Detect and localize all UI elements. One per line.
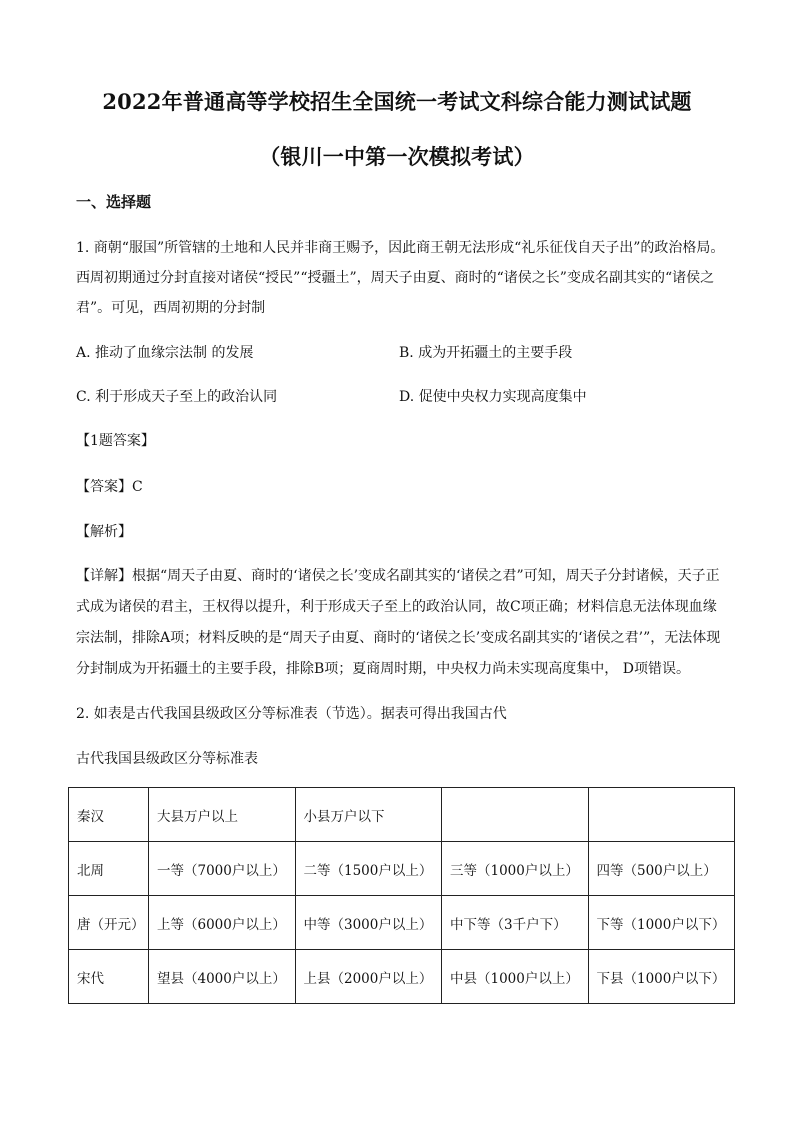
q1-analysis-tag: 【解析】 xyxy=(76,524,132,540)
table-cell: 三等（1000户以上） xyxy=(442,842,589,896)
table-cell: 小县万户以下 xyxy=(295,788,442,842)
table-caption: 古代我国县级政区分等标准表 xyxy=(76,751,258,767)
table-cell: 下等（1000户以下） xyxy=(588,896,735,950)
document-subtitle: （银川一中第一次模拟考试） xyxy=(259,144,535,169)
q1-option-c: C. 利于形成天子至上的政治认同 xyxy=(76,389,278,405)
table-cell: 北周 xyxy=(69,842,149,896)
county-grade-table xyxy=(68,787,735,1004)
q1-detail-line-3: 宗法制，排除A项；材料反映的是“周天子由夏、商时的‘诸侯之长’变成名副其实的‘诸侯之君’”，无法体现 xyxy=(76,630,721,646)
q1-stem-line-2: 西周初期通过分封直接对诸侯“授民”“授疆土”，周天子由夏、商时的“诸侯之长”变成名副其实的“诸侯之 xyxy=(76,270,715,286)
table-cell: 一等（7000户以上） xyxy=(149,842,296,896)
document-title: 2022年普通高等学校招生全国统一考试文科综合能力测试试题 xyxy=(102,89,692,114)
table-cell: 宋代 xyxy=(69,950,149,1004)
q1-detail-line-1: 【详解】根据“周天子由夏、商时的‘诸侯之长’变成名副其实的‘诸侯之君”可知，周天子分封诸候，天子正 xyxy=(76,568,720,584)
table-cell: 中县（1000户以上） xyxy=(442,950,589,1004)
table-row xyxy=(69,950,735,1004)
table-cell xyxy=(442,788,589,842)
table-cell: 上县（2000户以上） xyxy=(295,950,442,1004)
q1-detail-line-4: 分封制成为开拓疆土的主要手段，排除B项；夏商周时期，中央权力尚未实现高度集中， D项错误。 xyxy=(76,661,690,677)
answer-value: C xyxy=(132,479,143,495)
table-cell: 中下等（3千户下） xyxy=(442,896,589,950)
q1-stem-line-3: 君”。可见，西周初期的分封制 xyxy=(76,300,266,316)
table-cell: 唐（开元） xyxy=(69,896,149,950)
q1-stem-line-1: 1. 商朝“服国”所管辖的土地和人民并非商王赐予，因此商王朝无法形成“礼乐征伐自天子出”的政治格局。 xyxy=(76,240,725,256)
table-row xyxy=(69,842,735,896)
table-cell xyxy=(588,788,735,842)
table-cell: 上等（6000户以上） xyxy=(149,896,296,950)
table-cell: 望县（4000户以上） xyxy=(149,950,296,1004)
q1-detail-line-2: 式成为诸侯的君主，王权得以提升，利于形成天子至上的政治认同，故C项正确；材料信息无法体现血缘 xyxy=(76,599,717,615)
table-cell: 四等（500户以上） xyxy=(588,842,735,896)
q1-option-b: B. 成为开拓疆土的主要手段 xyxy=(399,345,573,361)
answer-label: 【答案】 xyxy=(76,479,132,495)
q1-answer-tag: 【1题答案】 xyxy=(76,433,155,449)
section-heading: 一、选择题 xyxy=(76,193,152,211)
q1-answer xyxy=(76,477,736,497)
table-cell: 中等（3000户以上） xyxy=(295,896,442,950)
table-row xyxy=(69,788,735,842)
table-cell: 下县（1000户以下） xyxy=(588,950,735,1004)
table-row xyxy=(69,896,735,950)
q1-option-d: D. 促使中央权力实现高度集中 xyxy=(399,389,587,405)
table-cell: 二等（1500户以上） xyxy=(295,842,442,896)
table-cell: 秦汉 xyxy=(69,788,149,842)
table-cell: 大县万户以上 xyxy=(149,788,296,842)
q2-stem: 2. 如表是古代我国县级政区分等标准表（节选）。据表可得出我国古代 xyxy=(76,706,507,722)
q1-option-a: A. 推动了血缘宗法制 的发展 xyxy=(76,345,254,361)
